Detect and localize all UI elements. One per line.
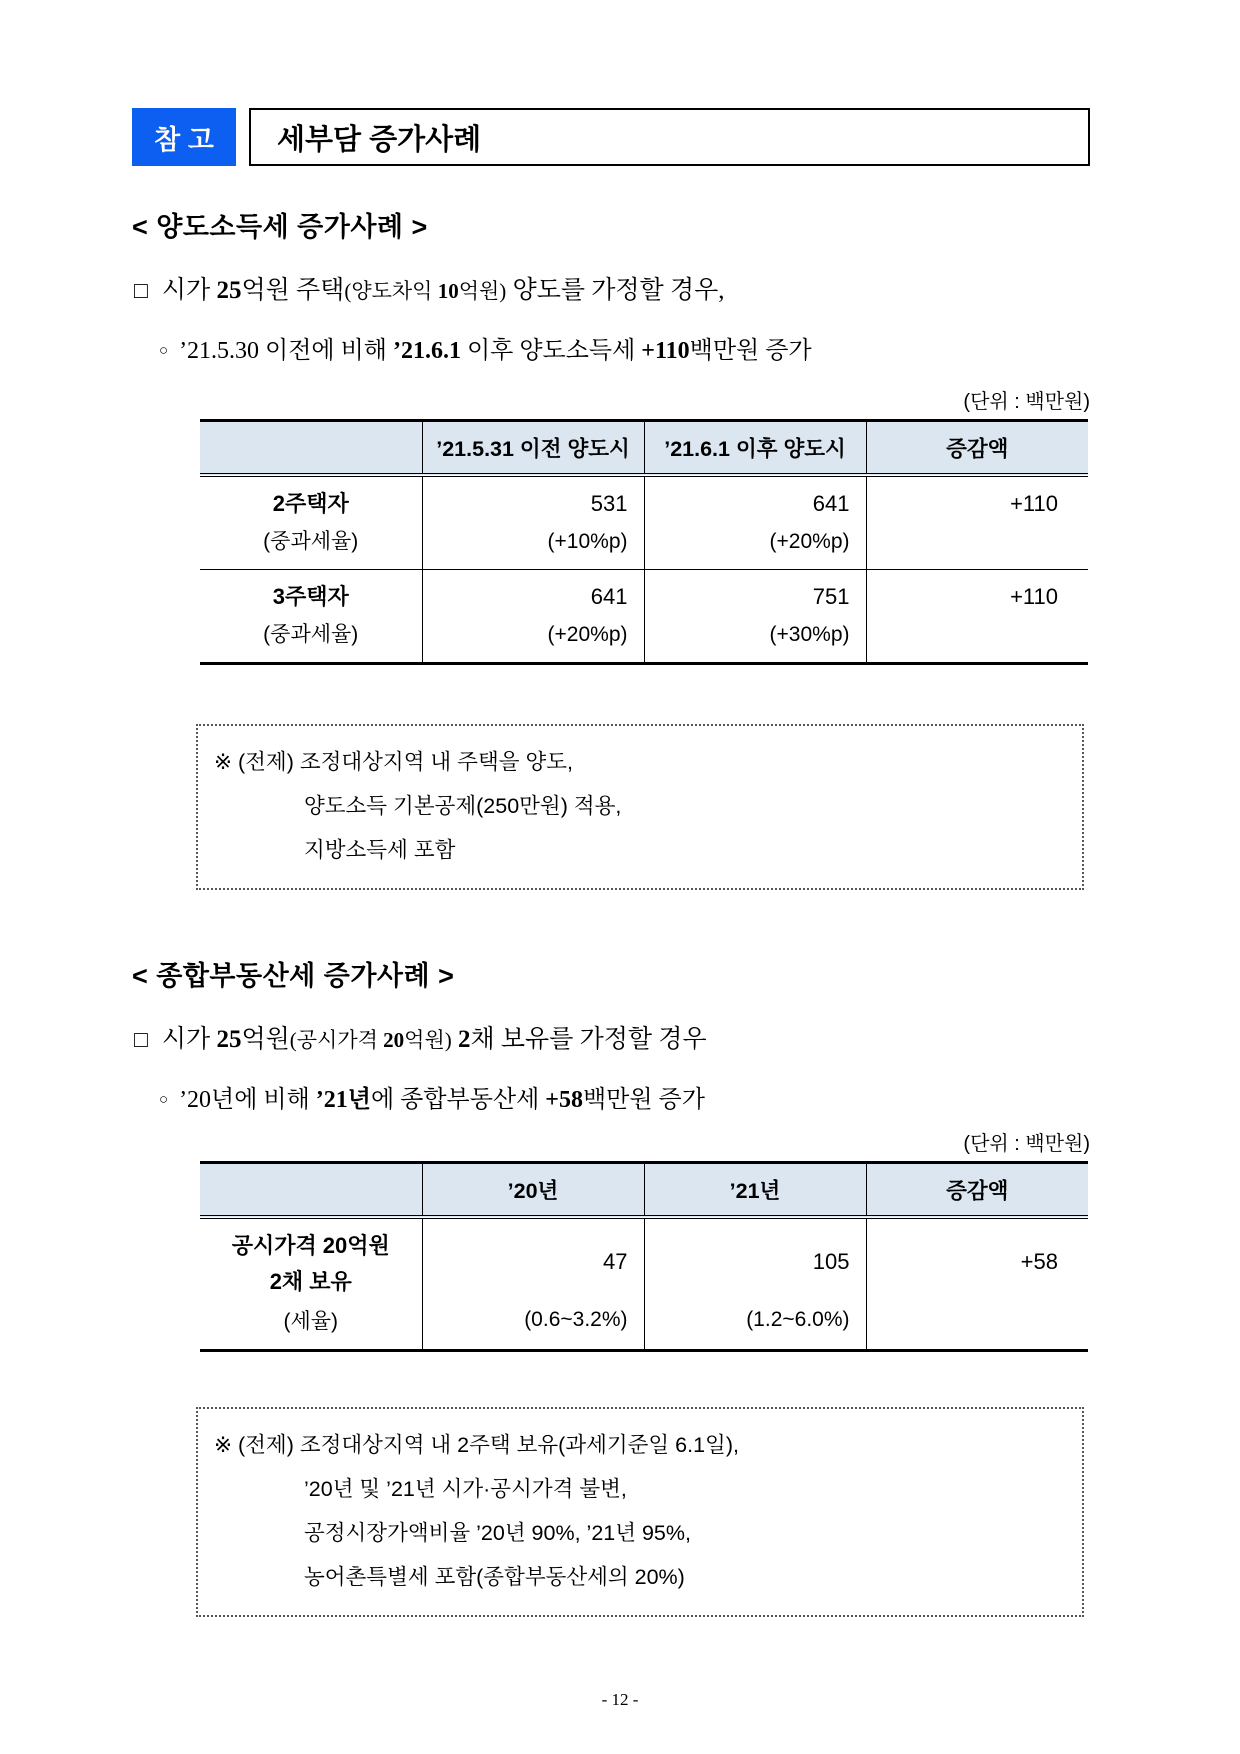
- table1-row2-before-cell: [422, 570, 644, 664]
- cell-value: +58: [1020, 1249, 1058, 1274]
- table1-header-after: ’21.6.1 이후 양도시: [644, 421, 866, 476]
- row-label-sub: (중과세율): [263, 530, 359, 553]
- document-title-box: [249, 108, 1090, 166]
- table1-header-empty: [200, 421, 422, 476]
- page-number: - 12 -: [601, 1690, 639, 1709]
- section2-assumption-text: 시가 25억원(공시가격 20억원) 2채 보유를 가정할 경우: [161, 1026, 707, 1053]
- section1-assumption-text: 시가 25억원 주택(양도차익 10억원) 양도를 가정할 경우,: [161, 277, 725, 304]
- table2-row-y21-cell: [644, 1217, 866, 1351]
- footnote-line: 양도소득 기본공제(250만원) 적용,: [304, 794, 622, 818]
- reference-mark-icon: ※: [214, 750, 233, 774]
- table2-row-y20-cell: [422, 1217, 644, 1351]
- section2-heading: < 종합부동산세 증가사례 >: [132, 961, 455, 991]
- document-content: [132, 0, 1090, 1617]
- section1-heading: < 양도소득세 증가사례 >: [132, 212, 428, 242]
- row-label-sub: (세율): [283, 1310, 339, 1333]
- row-label-line2: 2채 보유: [269, 1269, 352, 1294]
- cell-sub: (+20%p): [769, 530, 850, 553]
- table2-header-row: [200, 1163, 1088, 1218]
- footnote-text: 조정대상지역 내 2주택 보유(과세기준일 6.1일),: [299, 1433, 739, 1457]
- section1-result: [159, 335, 1090, 367]
- circle-bullet-icon: ○: [159, 1092, 169, 1108]
- cell-value: 531: [590, 491, 628, 516]
- cell-value: +110: [1010, 584, 1058, 609]
- square-bullet-icon: □: [134, 1026, 148, 1052]
- row-label-sub: (중과세율): [263, 623, 359, 646]
- cell-value: 105: [812, 1249, 850, 1274]
- premise-label: (전제): [238, 750, 294, 774]
- table2-header-empty: [200, 1163, 422, 1218]
- table-row: [200, 1217, 1088, 1351]
- table1-header-before: ’21.5.31 이전 양도시: [422, 421, 644, 476]
- cell-sub: (1.2~6.0%): [746, 1308, 850, 1331]
- section1-result-text: ’21.5.30 이전에 비해 ’21.6.1 이후 양도소득세 +110백만원 증가: [179, 338, 812, 364]
- document-header: [132, 108, 1090, 166]
- table1-row2-after-cell: [644, 570, 866, 664]
- footnote-line: 공정시장가액비율 ’20년 90%, ’21년 95%,: [304, 1521, 691, 1545]
- table2-header-y20: ’20년: [422, 1163, 644, 1218]
- footnote-line: 지방소득세 포함: [304, 838, 456, 862]
- cell-value: +110: [1010, 491, 1058, 516]
- table1-header-row: [200, 421, 1088, 476]
- section2-result: [159, 1084, 1090, 1116]
- table1-row2-label-cell: [200, 570, 422, 664]
- table1-row1-label-cell: [200, 475, 422, 570]
- table2-unit-label: (단위 : 백만원): [963, 1133, 1090, 1155]
- comprehensive-real-estate-tax-table: [200, 1161, 1088, 1352]
- footnote-line: [214, 740, 1066, 784]
- cell-sub: (0.6~3.2%): [524, 1308, 628, 1331]
- footnote-line: 농어촌특별세 포함(종합부동산세의 20%): [304, 1565, 685, 1589]
- cell-sub: (+20%p): [547, 623, 628, 646]
- table2-footnote-box: [196, 1407, 1084, 1617]
- table1-footnote-box: [196, 724, 1084, 890]
- table2-header-delta: 증감액: [866, 1163, 1088, 1218]
- table2-row-delta-cell: [866, 1217, 1088, 1351]
- reference-mark-icon: ※: [214, 1433, 233, 1457]
- footnote-text: 조정대상지역 내 주택을 양도,: [299, 750, 573, 774]
- reference-badge: 참 고: [132, 108, 236, 166]
- table-row: [200, 475, 1088, 570]
- table1-row1-after-cell: [644, 475, 866, 570]
- table-row: [200, 570, 1088, 664]
- premise-label: (전제): [238, 1433, 294, 1457]
- footnote-line: [214, 1423, 1066, 1467]
- table1-row1-before-cell: [422, 475, 644, 570]
- cell-value: 641: [590, 584, 628, 609]
- cell-value: 751: [812, 584, 850, 609]
- row-label: 3주택자: [272, 584, 349, 609]
- table1-row2-delta-cell: [866, 570, 1088, 664]
- section2-result-text: ’20년에 비해 ’21년에 종합부동산세 +58백만원 증가: [179, 1087, 705, 1113]
- cell-sub: (+10%p): [547, 530, 628, 553]
- footnote-line: ’20년 및 ’21년 시가·공시가격 불변,: [304, 1477, 627, 1501]
- table1-row1-delta-cell: [866, 475, 1088, 570]
- row-label: 2주택자: [272, 491, 349, 516]
- table1-unit-label: (단위 : 백만원): [963, 391, 1090, 413]
- section2-assumption: [134, 1022, 1090, 1057]
- table2-row-label-cell: [200, 1217, 422, 1351]
- table1-header-delta: 증감액: [866, 421, 1088, 476]
- square-bullet-icon: □: [134, 277, 148, 303]
- cell-value: 641: [812, 491, 850, 516]
- cell-value: 47: [603, 1249, 628, 1274]
- capital-gains-tax-table: [200, 419, 1088, 665]
- circle-bullet-icon: ○: [159, 343, 169, 359]
- cell-sub: (+30%p): [769, 623, 850, 646]
- table2-header-y21: ’21년: [644, 1163, 866, 1218]
- section1-assumption: [134, 273, 1090, 308]
- row-label-line1: 공시가격 20억원: [231, 1233, 390, 1258]
- document-title: 세부담 증가사례: [277, 123, 482, 156]
